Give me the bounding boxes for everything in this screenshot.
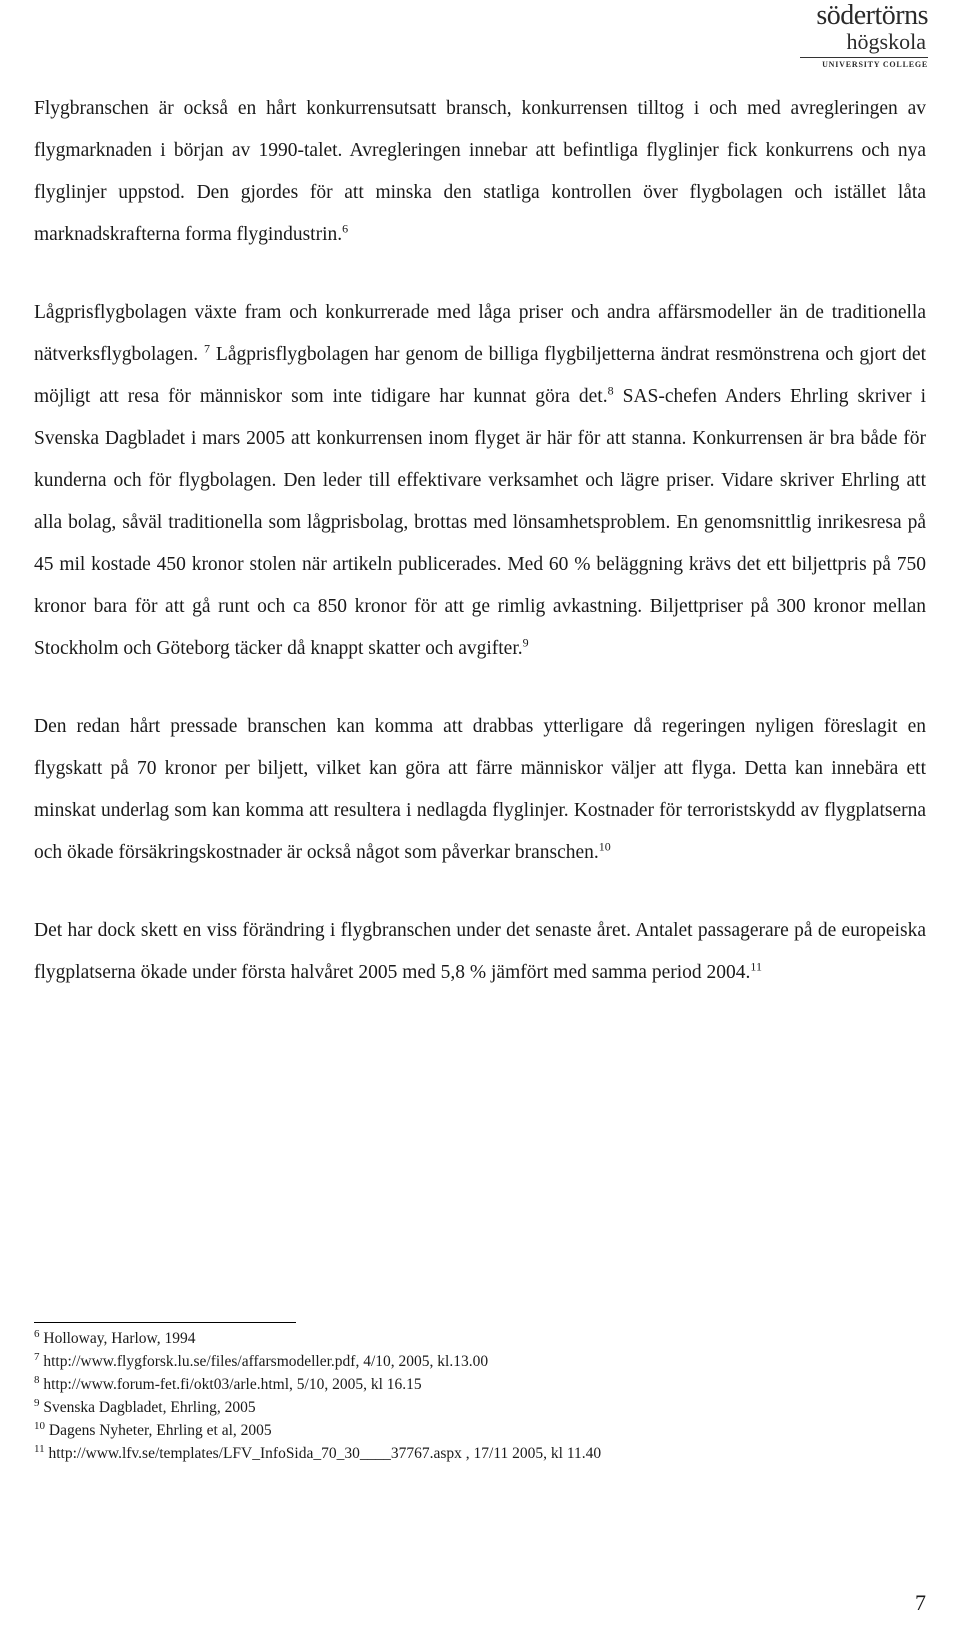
- footnote-number: 10: [34, 1419, 45, 1432]
- logo-subword: högskola: [846, 29, 926, 54]
- university-logo: [772, 2, 928, 69]
- footnote: [34, 1442, 926, 1465]
- footnote-text: Dagens Nyheter, Ehrling et al, 2005: [48, 1422, 272, 1439]
- footnotes: [34, 1322, 926, 1465]
- paragraph-text: Lågprisflygbolagen har genom de billiga flygbiljetterna ändrat resmönstrena och gjort det möjligt att resa för människor som inte tidigare har kunnat göra det.: [34, 344, 926, 407]
- footnote-number: 6: [34, 1327, 40, 1340]
- footnote: [34, 1327, 926, 1350]
- paragraph-1: [34, 88, 926, 256]
- footnote: [34, 1396, 926, 1419]
- logo-tagline: UNIVERSITY COLLEGE: [822, 60, 928, 69]
- footnote: [34, 1419, 926, 1442]
- paragraph-2: [34, 292, 926, 670]
- footnote-number: 11: [34, 1442, 45, 1455]
- footnote-text: http://www.forum-fet.fi/okt03/arle.html, 5/10, 2005, kl 16.15: [43, 1376, 422, 1393]
- footnote-reference: 10: [598, 839, 611, 854]
- main-text: [34, 88, 926, 994]
- paragraph-text: Den redan hårt pressade branschen kan komma att drabbas ytterligare då regeringen nyligen föreslagit en flygskatt på 70 kronor per biljett, vilket kan göra att färre människor väljer att flyga. Detta kan innebära ett minskat underlag som kan komma att resultera i nedlagda flyglinjer. Kostnader för terroristskydd av flygplatserna och ökade försäkringskostnader är också något som påverkar branschen.: [34, 716, 926, 863]
- logo-divider: [800, 57, 928, 58]
- footnote-number: 7: [34, 1350, 40, 1363]
- footnote: [34, 1350, 926, 1373]
- logo-wordmark: södertörns: [816, 0, 928, 31]
- footnote-reference: 8: [607, 383, 614, 398]
- paragraph-text: Flygbranschen är också en hårt konkurrensutsatt bransch, konkurrensen tilltog i och med avregleringen av flygmarknaden i början av 1990-talet. Avregleringen innebar att befintliga flyglinjer fick konkurrens och nya flyglinjer uppstod. Den gjordes för att minska den statliga kontrollen över flygbolagen och istället låta marknadskrafterna forma flygindustrin.: [34, 98, 926, 245]
- footnote-separator: [34, 1322, 296, 1323]
- footnote-text: http://www.lfv.se/templates/LFV_InfoSida_70_30____37767.aspx , 17/11 2005, kl 11.40: [48, 1445, 602, 1462]
- footnote-number: 9: [34, 1396, 40, 1409]
- footnote-reference: 6: [342, 221, 349, 236]
- paragraph-4: [34, 910, 926, 994]
- footnote-reference: 11: [750, 959, 762, 974]
- paragraph-text: Lågprisflygbolagen växte fram och konkurrerade med låga priser och andra affärsmodeller än de traditionella nätverksflygbolagen.: [34, 302, 926, 365]
- footnote-number: 8: [34, 1373, 40, 1386]
- footnote-reference: 9: [522, 635, 529, 650]
- paragraph-text: Det har dock skett en viss förändring i flygbranschen under det senaste året. Antalet passagerare på de europeiska flygplatserna ökade under första halvåret 2005 med 5,8 % jämfört med samma period 2004.: [34, 920, 926, 983]
- footnote-text: http://www.flygforsk.lu.se/files/affarsmodeller.pdf, 4/10, 2005, kl.13.00: [43, 1353, 489, 1370]
- page-number: 7: [915, 1590, 926, 1615]
- footnote-reference: 7: [204, 341, 210, 356]
- footnote-text: Svenska Dagbladet, Ehrling, 2005: [43, 1399, 256, 1416]
- footnote-text: Holloway, Harlow, 1994: [43, 1330, 196, 1347]
- paragraph-text: SAS-chefen Anders Ehrling skriver i Svenska Dagbladet i mars 2005 att konkurrensen inom flyget är här för att stanna. Konkurrensen är bra både för kunderna och för flygbolagen. Den leder till effektivare verksamhet och lägre priser. Vidare skriver Ehrling att alla bolag, såväl traditionella som lågprisbolag, brottas med lönsamhetsproblem. En genomsnittlig inrikesresa på 45 mil kostade 450 kronor stolen när artikeln publicerades. Med 60 % beläggning krävs det ett biljettpris på 750 kronor bara för att gå runt och ca 850 kronor för att ge rimlig avkastning. Biljettpriser på 300 kronor mellan Stockholm och Göteborg täcker då knappt skatter och avgifter.: [34, 386, 927, 659]
- footnote: [34, 1373, 926, 1396]
- paragraph-3: [34, 706, 926, 874]
